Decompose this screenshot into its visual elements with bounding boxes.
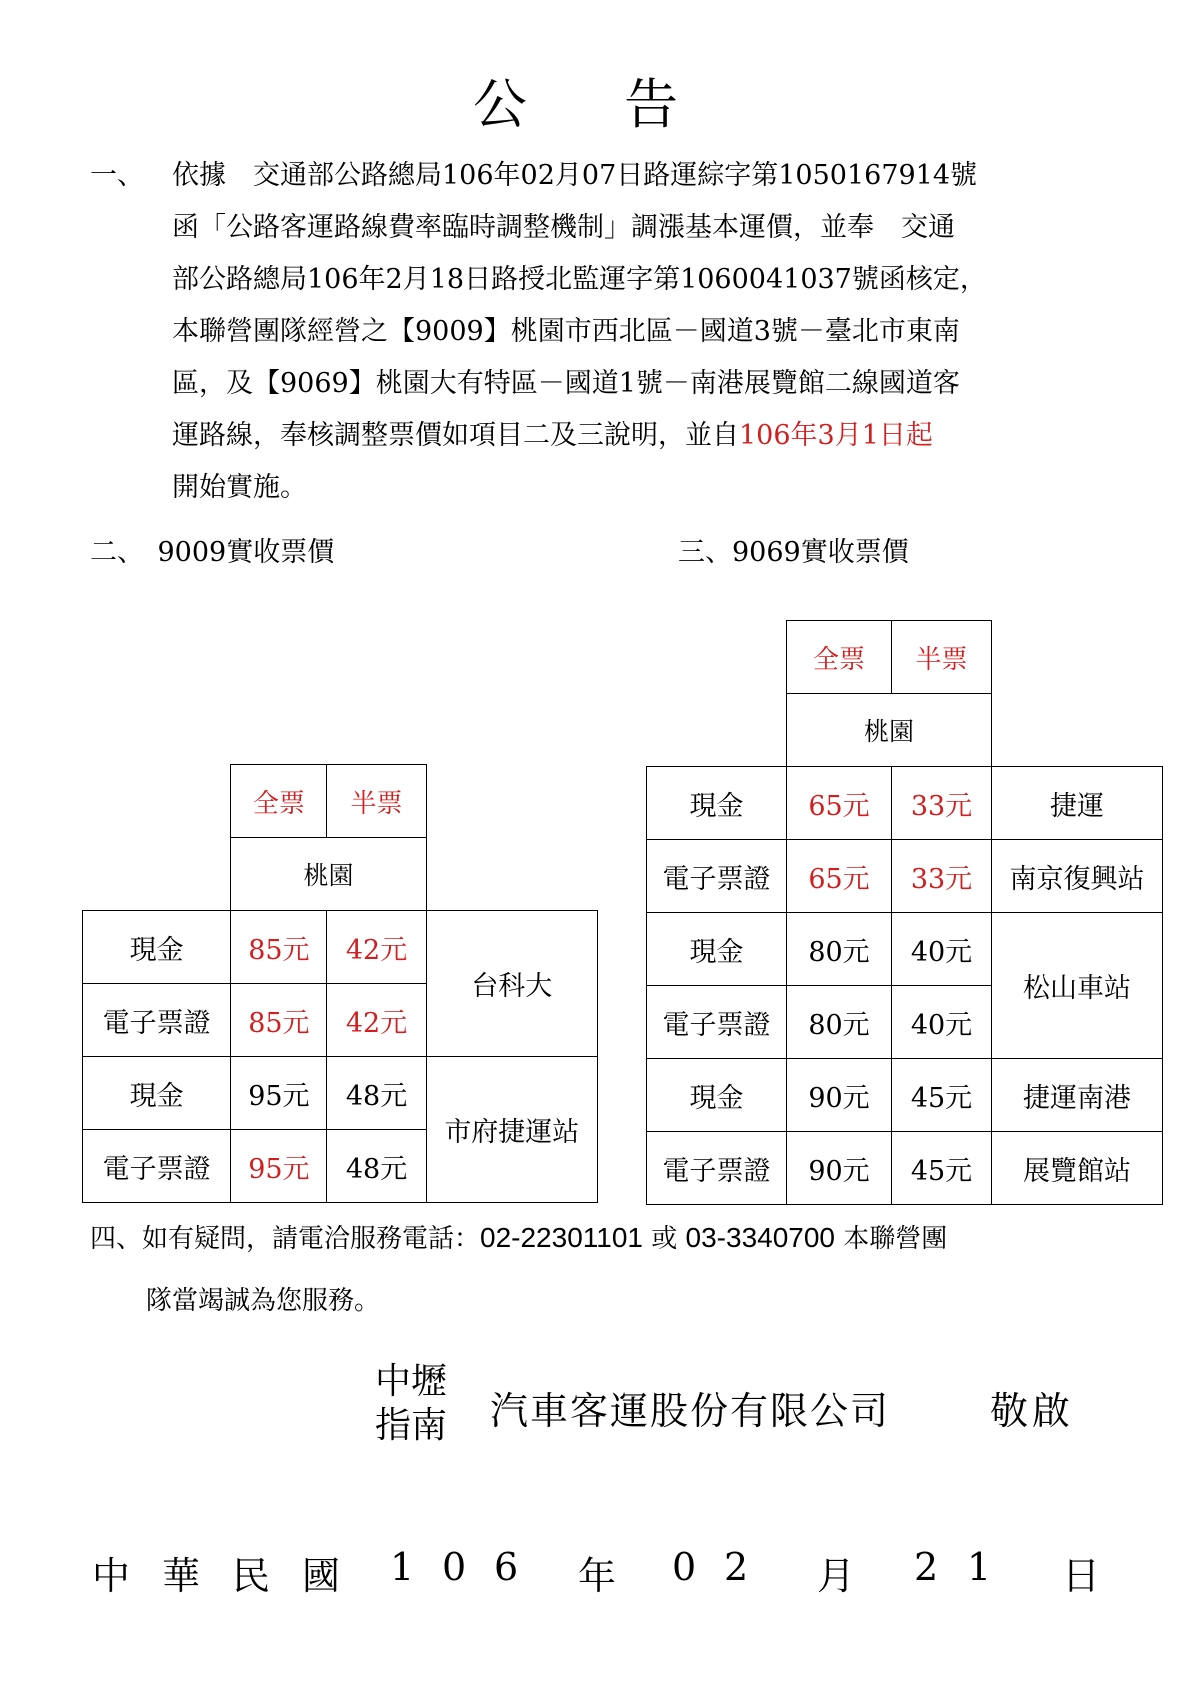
date-char: 華: [162, 1554, 201, 1598]
date-char: 2: [724, 1545, 749, 1589]
payment-type: 現金: [647, 767, 787, 840]
header-full-fare: 全票: [231, 765, 327, 838]
date-char: 6: [494, 1545, 519, 1589]
payment-type: 現金: [83, 911, 231, 984]
destination-stop: 市府捷運站: [426, 1057, 597, 1203]
half-fare: 33元: [892, 840, 992, 913]
section-2-label: 二、 9009實收票價: [90, 537, 335, 568]
payment-type: 現金: [83, 1057, 231, 1130]
date-char: 0: [672, 1545, 697, 1589]
section-1-line: 本聯營團隊經營之【9009】桃園市西北區－國道3號－臺北市東南: [172, 316, 960, 347]
section-1-line: 開始實施。: [172, 472, 307, 503]
contact-line-1: [90, 1207, 947, 1270]
half-fare: 45元: [892, 1132, 992, 1205]
fare-table-9069: [646, 620, 1163, 1205]
full-fare: 65元: [787, 840, 892, 913]
origin-station: 桃園: [231, 838, 426, 911]
payment-type: 電子票證: [83, 1130, 231, 1203]
payment-type: 現金: [647, 1059, 787, 1132]
destination-stop: 捷運南港: [992, 1059, 1163, 1132]
full-fare: 85元: [231, 984, 327, 1057]
header-full-fare: 全票: [787, 621, 892, 694]
full-fare: 95元: [231, 1130, 327, 1203]
payment-type: 電子票證: [647, 840, 787, 913]
full-fare: 95元: [231, 1057, 327, 1130]
full-fare: 85元: [231, 911, 327, 984]
half-fare: 40元: [892, 986, 992, 1059]
date-char: 民: [232, 1554, 271, 1598]
phone-number-2: 03-3340700: [685, 1222, 836, 1253]
payment-type: 電子票證: [647, 986, 787, 1059]
contact-prefix: 四、如有疑問，請電洽服務電話：: [90, 1224, 481, 1254]
company-name-b: 指南: [375, 1405, 448, 1446]
payment-type: 電子票證: [647, 1132, 787, 1205]
date-char: 國: [302, 1554, 341, 1598]
header-half-fare: 半票: [327, 765, 426, 838]
date-char: 月: [817, 1554, 856, 1598]
full-fare: 90元: [787, 1132, 892, 1205]
section-4-contact: [90, 1207, 947, 1332]
company-name-a: 中壢: [375, 1361, 448, 1402]
phone-number-1: 02-22301101: [480, 1222, 643, 1253]
destination-stop: 松山車站: [992, 913, 1163, 1059]
full-fare: 90元: [787, 1059, 892, 1132]
destination-stop: 捷運: [992, 767, 1163, 840]
fare-table-9009: [82, 764, 598, 1203]
contact-line-2: 隊當竭誠為您服務。: [146, 1286, 381, 1316]
date-char: 1: [967, 1545, 992, 1589]
header-half-fare: 半票: [892, 621, 992, 694]
full-fare: 80元: [787, 913, 892, 986]
half-fare: 40元: [892, 913, 992, 986]
destination-stop: 南京復興站: [992, 840, 1163, 913]
section-1-number: 一、: [90, 160, 144, 191]
half-fare: 42元: [327, 911, 426, 984]
origin-station: 桃園: [787, 694, 992, 767]
section-1-line: 區，及【9069】桃園大有特區－國道1號－南港展覽館二線國道客: [172, 368, 960, 399]
contact-or: 或: [651, 1224, 678, 1254]
section-3-label: 三、9069實收票價: [678, 537, 909, 568]
payment-type: 電子票證: [83, 984, 231, 1057]
half-fare: 42元: [327, 984, 426, 1057]
company-suffix: 汽車客運股份有限公司: [490, 1389, 891, 1433]
page-title: 公 告: [472, 73, 719, 136]
section-1-line: 依據 交通部公路總局106年02月07日路運綜字第1050167914號: [172, 160, 978, 191]
payment-type: 現金: [647, 913, 787, 986]
company-names: [375, 1360, 447, 1448]
section-1-line6-text: 運路線，奉核調整票價如項目二及三說明，並自: [172, 420, 739, 451]
half-fare: 48元: [327, 1057, 426, 1130]
date-char: 年: [578, 1554, 617, 1598]
date-char: 1: [390, 1545, 415, 1589]
destination-stop: 台科大: [426, 911, 597, 1057]
contact-suffix: 本聯營團: [843, 1224, 948, 1254]
full-fare: 65元: [787, 767, 892, 840]
destination-stop: 展覽館站: [992, 1132, 1163, 1205]
section-1-line: 函「公路客運路線費率臨時調整機制」調漲基本運價，並奉 交通: [172, 212, 955, 243]
date-char: 中: [92, 1554, 131, 1598]
date-char: 2: [914, 1545, 939, 1589]
effective-date-highlight: 106年3月1日起: [739, 420, 933, 451]
date-char: 0: [442, 1545, 467, 1589]
half-fare: 48元: [327, 1130, 426, 1203]
section-1: [90, 150, 1102, 514]
half-fare: 45元: [892, 1059, 992, 1132]
section-1-line: 部公路總局106年2月18日路授北監運字第1060041037號函核定，: [172, 264, 987, 295]
full-fare: 80元: [787, 986, 892, 1059]
date-char: 日: [1062, 1554, 1101, 1598]
half-fare: 33元: [892, 767, 992, 840]
closing-phrase: 敬啟: [990, 1389, 1075, 1433]
section-1-body: [172, 150, 1102, 514]
section-1-line: [172, 410, 1102, 462]
